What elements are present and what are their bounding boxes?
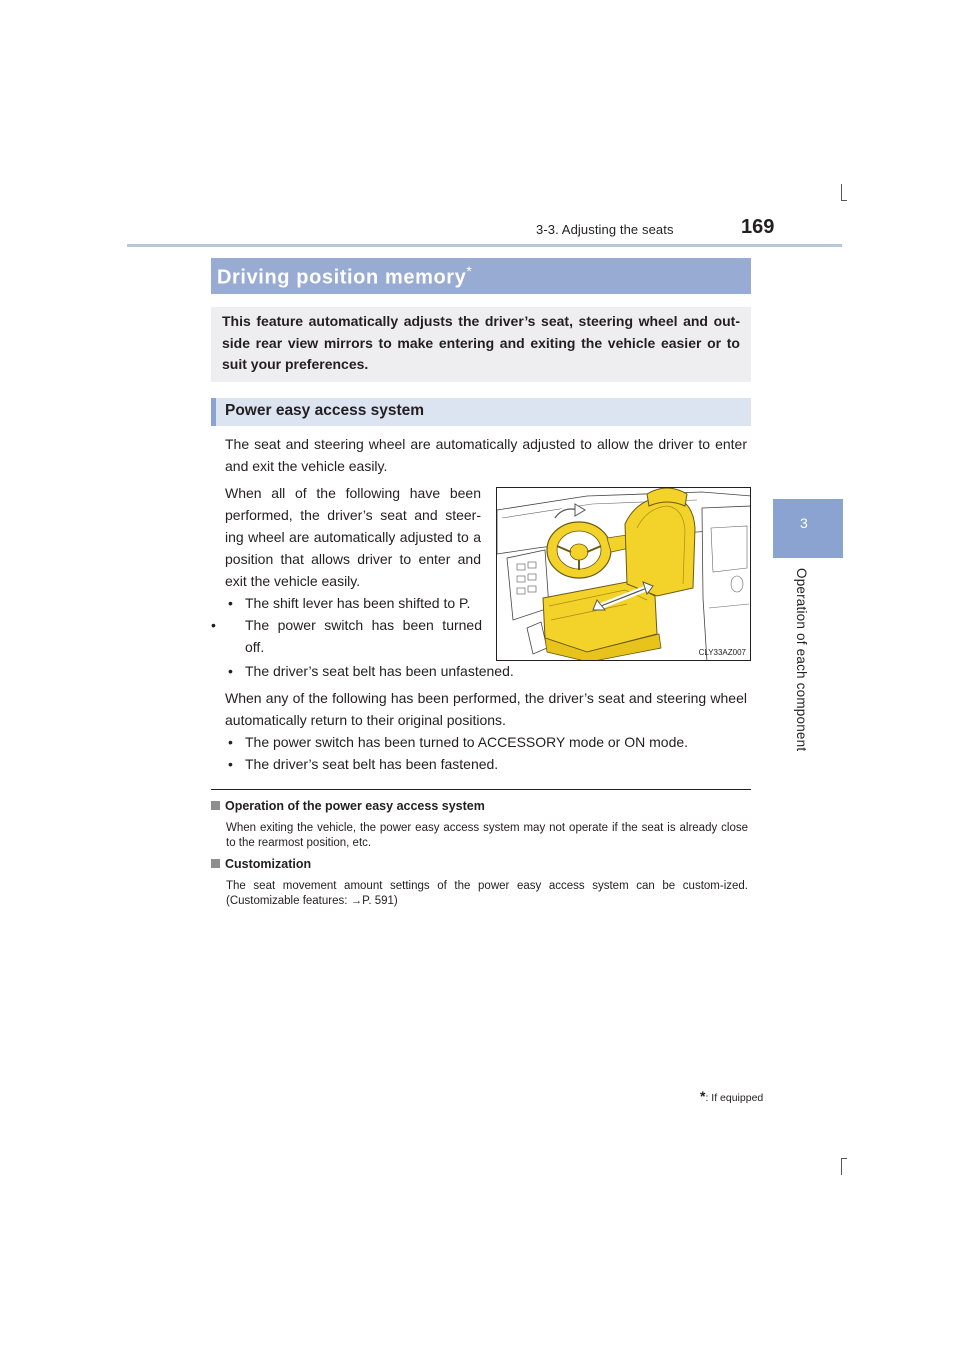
- footnote-if-equipped: *: If equipped: [700, 1088, 764, 1104]
- crop-mark-top-foot: [841, 200, 847, 201]
- running-header-section: 3-3. Adjusting the seats: [536, 222, 674, 237]
- page-number: 169: [741, 216, 775, 238]
- section-title-bar: [211, 258, 751, 294]
- subsection-title: Power easy access system: [225, 402, 425, 419]
- note-text-customization: The seat movement amount settings of the power easy access system can be custom-ized. (Customizable features: →P. 591): [226, 880, 748, 907]
- subsection-bar: [211, 398, 751, 426]
- bullet-seat-belt-fastened: • The driver’s seat belt has been fastened.: [228, 756, 499, 772]
- bullet-shift-lever: • The shift lever has been shifted to P.: [228, 595, 471, 611]
- if-equipped-mark: *: [466, 263, 473, 279]
- header-rule: [127, 244, 842, 247]
- note-text-operation: When exiting the vehicle, the power easy access system may not operate if the seat is already close to the rearmost position, etc.: [226, 822, 748, 849]
- chapter-title: Operation of each component: [794, 568, 809, 752]
- intro-box: [211, 307, 751, 382]
- bullet-power-switch-off: • The power switch has been turned off.: [211, 617, 482, 655]
- chapter-number: 3: [800, 515, 808, 531]
- paragraph-1: The seat and steering wheel are automatically adjusted to allow the driver to enter and exit the vehicle easily.: [225, 436, 747, 474]
- crop-mark-bottom: [841, 1158, 842, 1175]
- crop-mark-bottom-foot: [841, 1158, 847, 1159]
- note-heading-customization: Customization: [211, 857, 311, 871]
- footnote-mark: *: [700, 1088, 706, 1104]
- bullet-seat-belt-unfastened: • The driver’s seat belt has been unfastened.: [228, 663, 514, 679]
- notes-divider: [211, 789, 751, 790]
- seat-illustration: [496, 487, 751, 661]
- intro-text: This feature automatically adjusts the driver’s seat, steering wheel and out-side rear view mirrors to make entering and exiting the vehicle easier or to suit your preferences.: [222, 313, 740, 372]
- crop-mark-top: [841, 184, 842, 201]
- figure-code: CLY33AZ007: [698, 648, 746, 657]
- paragraph-2: When all of the following have been performed, the driver’s seat and steer-ing wheel are automatically adjusted to a position that allows driver to enter and exit the vehicle easily.: [225, 485, 481, 589]
- driver-seat-illustration-svg: [497, 488, 751, 661]
- chapter-tab: [773, 499, 843, 558]
- note-heading-operation: Operation of the power easy access system: [211, 799, 485, 813]
- paragraph-3: When any of the following has been performed, the driver’s seat and steering wheel automatically return to their original positions.: [225, 690, 747, 728]
- square-bullet-icon: [211, 859, 220, 868]
- section-title: Driving position memory*: [217, 263, 473, 289]
- bullet-accessory-mode: • The power switch has been turned to ACCESSORY mode or ON mode.: [228, 734, 689, 750]
- square-bullet-icon: [211, 801, 220, 810]
